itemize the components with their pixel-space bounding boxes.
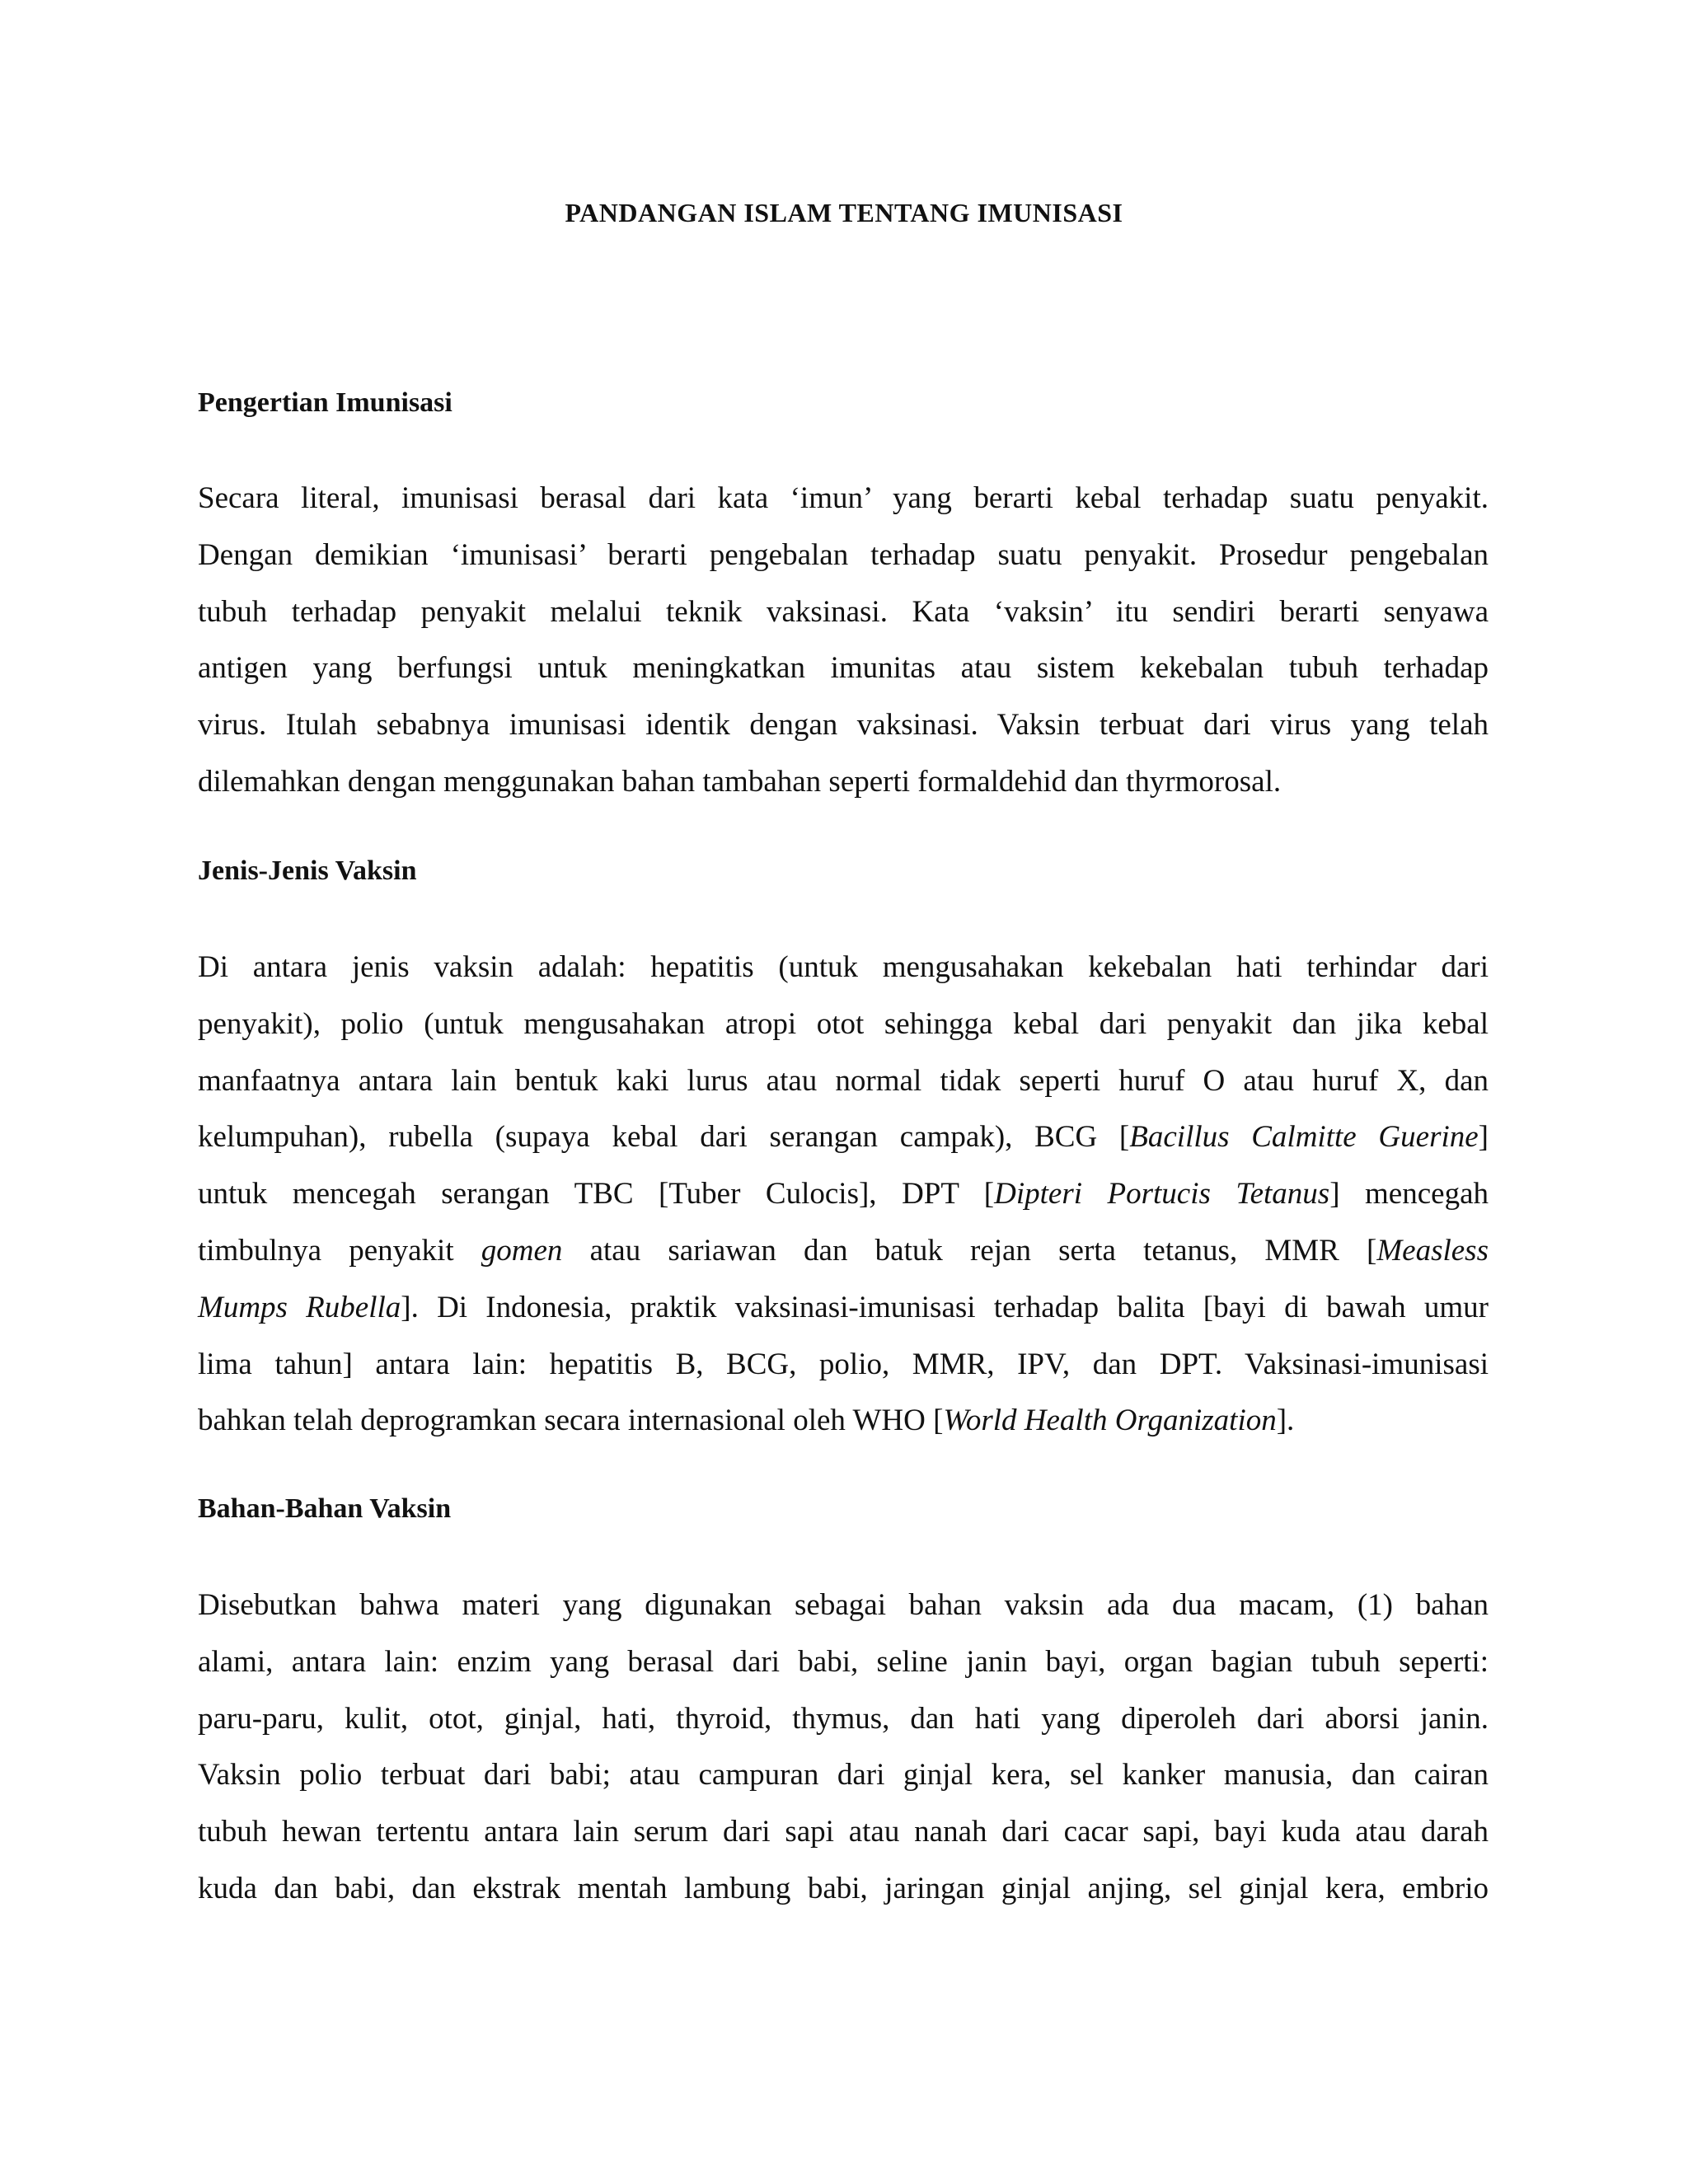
page-title: PANDANGAN ISLAM TENTANG IMUNISASI — [565, 198, 1123, 227]
text-run: timbulnya penyakit — [198, 1233, 481, 1268]
italic-term: gomen — [481, 1233, 563, 1268]
italic-term: Mumps Rubella — [198, 1290, 401, 1324]
text-line — [198, 1109, 1489, 1166]
text-line: lima tahun] antara lain: hepatitis B, BCG, polio, MMR, IPV, dan DPT. Vaksinasi-imunisasi — [198, 1347, 1489, 1381]
text-line: kuda dan babi, dan ekstrak mentah lambung babi, jaringan ginjal anjing, sel ginjal kera, embrio — [198, 1871, 1489, 1905]
text-run: atau sariawan dan batuk rejan serta tetanus, MMR [ — [562, 1233, 1377, 1268]
text-line: tubuh hewan tertentu antara lain serum dari sapi atau nanah dari cacar sapi, bayi kuda atau darah — [198, 1815, 1489, 1849]
text-line: manfaatnya antara lain bentuk kaki lurus atau normal tidak seperti huruf O atau huruf X, dan — [198, 1063, 1489, 1098]
text-line — [198, 1280, 1489, 1337]
text-run: ] mencegah — [1329, 1177, 1489, 1212]
text-line — [198, 1223, 1489, 1280]
text-run: ]. — [1276, 1404, 1295, 1438]
section-paragraph-bahan-vaksin — [198, 1577, 1489, 1918]
text-line: virus. Itulah sebabnya imunisasi identik dengan vaksinasi. Vaksin terbuat dari virus yang telah — [198, 708, 1489, 743]
text-line: dilemahkan dengan menggunakan bahan tambahan seperti formaldehid dan thyrmorosal. — [198, 764, 1282, 799]
text-line: alami, antara lain: enzim yang berasal dari babi, seline janin bayi, organ bagian tubuh seperti: — [198, 1644, 1489, 1679]
text-run: kelumpuhan), rubella (supaya kebal dari serangan campak), BCG [ — [198, 1120, 1130, 1155]
text-line: penyakit), polio (untuk mengusahakan atropi otot sehingga kebal dari penyakit dan jika kebal — [198, 1006, 1489, 1041]
text-run: bahkan telah deprogramkan secara internasional oleh WHO [ — [198, 1404, 944, 1438]
text-run: ] — [1478, 1120, 1489, 1155]
text-line: antigen yang berfungsi untuk meningkatkan imunitas atau sistem kekebalan tubuh terhadap — [198, 651, 1489, 686]
italic-term: Measless — [1376, 1233, 1489, 1268]
text-line: paru-paru, kulit, otot, ginjal, hati, thyroid, thymus, dan hati yang diperoleh dari aborsi janin. — [198, 1701, 1489, 1736]
text-run: untuk mencegah serangan TBC [Tuber Culocis], DPT [ — [198, 1177, 995, 1212]
text-run: ]. Di Indonesia, praktik vaksinasi-imunisasi terhadap balita [bayi di bawah umur — [401, 1290, 1489, 1324]
text-line: Vaksin polio terbuat dari babi; atau campuran dari ginjal kera, sel kanker manusia, dan cairan — [198, 1758, 1489, 1793]
section-paragraph-pengertian — [198, 471, 1489, 811]
italic-term: Dipteri Portucis Tetanus — [994, 1177, 1330, 1212]
section-heading-pengertian: Pengertian Imunisasi — [198, 387, 452, 418]
text-line: Secara literal, imunisasi berasal dari kata ‘imun’ yang berarti kebal terhadap suatu penyakit. — [198, 481, 1489, 515]
text-line: tubuh terhadap penyakit melalui teknik vaksinasi. Kata ‘vaksin’ itu sendiri berarti senyawa — [198, 594, 1489, 629]
section-heading-jenis-vaksin: Jenis-Jenis Vaksin — [198, 855, 417, 886]
text-line — [198, 1166, 1489, 1223]
italic-term: World Health Organization — [943, 1404, 1277, 1438]
text-line: Di antara jenis vaksin adalah: hepatitis (untuk mengusahakan kekebalan hati terhindar dari — [198, 950, 1489, 984]
text-line: Dengan demikian ‘imunisasi’ berarti pengebalan terhadap suatu penyakit. Prosedur pengebalan — [198, 537, 1489, 572]
section-paragraph-jenis-vaksin — [198, 940, 1489, 1450]
section-heading-bahan-vaksin: Bahan-Bahan Vaksin — [198, 1493, 452, 1524]
text-line — [198, 1393, 1489, 1450]
text-line: Disebutkan bahwa materi yang digunakan sebagai bahan vaksin ada dua macam, (1) bahan — [198, 1588, 1489, 1622]
italic-term: Bacillus Calmitte Guerine — [1129, 1120, 1479, 1155]
